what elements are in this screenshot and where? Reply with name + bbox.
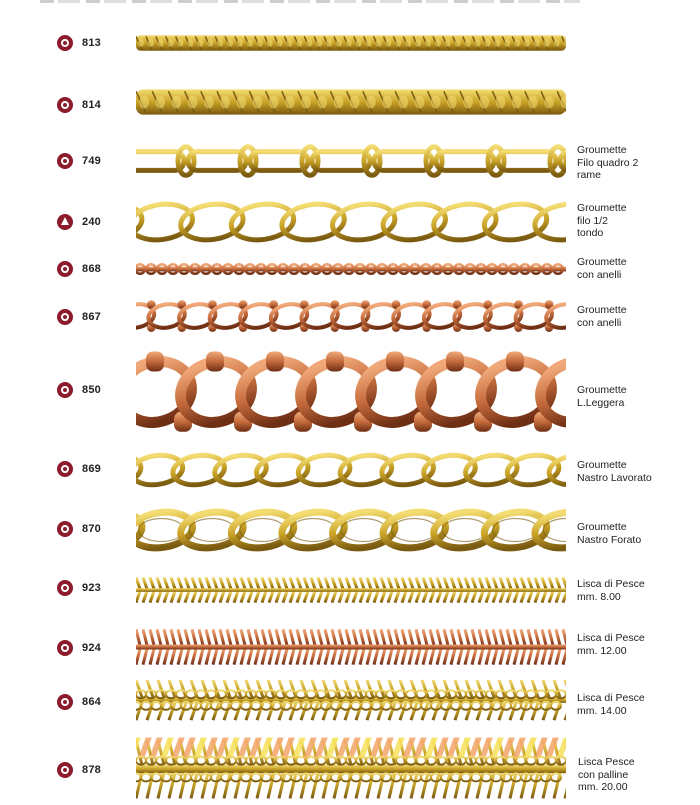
chain-image xyxy=(136,507,566,553)
top-edge-strip xyxy=(40,0,580,3)
chain-image xyxy=(136,298,566,334)
chain-description: Groumette con anelli xyxy=(577,256,627,281)
circle-icon xyxy=(57,580,73,596)
chain-image xyxy=(136,676,566,724)
chain-description: Groumette Filo quadro 2 rame xyxy=(577,144,639,181)
chain-code: 923 xyxy=(82,582,101,594)
chain-row xyxy=(0,626,700,670)
chain-drawing xyxy=(136,734,566,804)
chain-code: 869 xyxy=(82,463,101,475)
circle-icon xyxy=(57,694,73,710)
circle-icon xyxy=(57,640,73,656)
chain-code: 924 xyxy=(82,642,101,654)
chain-row xyxy=(0,347,700,437)
chain-image xyxy=(136,199,566,245)
chain-row xyxy=(0,505,700,555)
chain-code: 813 xyxy=(82,37,101,49)
circle-icon xyxy=(57,35,73,51)
chain-description: Groumette L.Leggera xyxy=(577,384,627,409)
chain-drawing xyxy=(136,451,566,489)
chain-image xyxy=(136,451,566,489)
circle-icon xyxy=(57,97,73,113)
chain-image xyxy=(136,261,566,277)
chain-row xyxy=(0,30,700,56)
chain-image xyxy=(136,626,566,668)
chain-row xyxy=(0,450,700,490)
chain-code: 878 xyxy=(82,764,101,776)
chain-code: 850 xyxy=(82,384,101,396)
chain-code: 864 xyxy=(82,696,101,708)
chain-description: Lisca di Pesce mm. 14.00 xyxy=(577,692,645,717)
chain-code: 867 xyxy=(82,311,101,323)
chain-description: Groumette Nastro Lavorato xyxy=(577,459,652,484)
chain-code: 814 xyxy=(82,99,101,111)
chain-row xyxy=(0,197,700,247)
chain-row xyxy=(0,296,700,336)
circle-icon xyxy=(57,261,73,277)
chain-row xyxy=(0,676,700,726)
chain-description: Lisca Pesce con palline mm. 20.00 xyxy=(578,756,635,793)
circle-icon xyxy=(57,461,73,477)
chain-code: 749 xyxy=(82,155,101,167)
chain-row xyxy=(0,257,700,281)
chain-drawing xyxy=(136,84,566,120)
chain-drawing xyxy=(136,144,566,178)
chain-row xyxy=(0,84,700,124)
circle-icon xyxy=(57,521,73,537)
triangle-icon xyxy=(57,214,73,230)
chain-drawing xyxy=(136,507,566,553)
chain-drawing xyxy=(136,298,566,334)
chain-row xyxy=(0,573,700,607)
chain-code: 870 xyxy=(82,523,101,535)
chain-code: 868 xyxy=(82,263,101,275)
chain-description: Groumette Nastro Forato xyxy=(577,521,642,546)
circle-icon xyxy=(57,762,73,778)
chain-drawing xyxy=(136,199,566,245)
chain-row xyxy=(0,141,700,181)
chain-description: Lisca di Pesce mm. 12.00 xyxy=(577,632,645,657)
chain-image xyxy=(136,32,566,54)
chain-drawing xyxy=(136,575,566,605)
chain-row xyxy=(0,734,700,804)
chain-drawing xyxy=(136,32,566,54)
chain-image xyxy=(136,347,566,437)
chain-code: 240 xyxy=(82,216,101,228)
circle-icon xyxy=(57,382,73,398)
chain-description: Lisca di Pesce mm. 8.00 xyxy=(577,578,645,603)
chain-image xyxy=(136,84,566,120)
chain-drawing xyxy=(136,676,566,724)
circle-icon xyxy=(57,153,73,169)
chain-drawing xyxy=(136,261,566,277)
chain-image xyxy=(136,575,566,605)
chain-description: Groumette filo 1/2 tondo xyxy=(577,202,627,239)
chain-image xyxy=(136,734,566,804)
chain-description: Groumette con anelli xyxy=(577,304,627,329)
chain-drawing xyxy=(136,347,566,437)
chain-image xyxy=(136,144,566,178)
chain-drawing xyxy=(136,626,566,668)
circle-icon xyxy=(57,309,73,325)
